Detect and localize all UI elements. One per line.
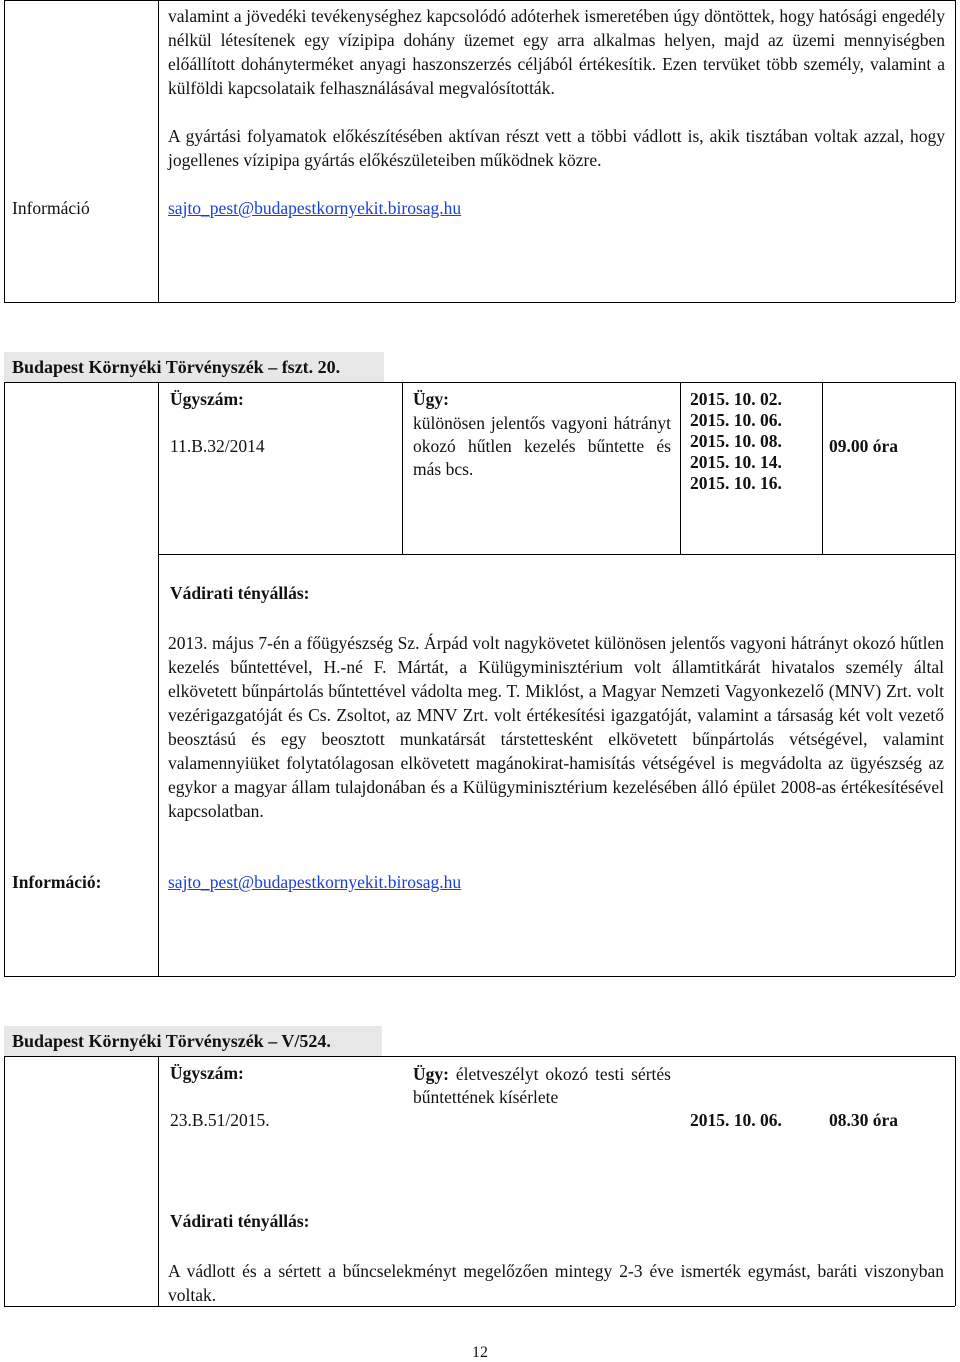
case-number-label: Ügyszám: [170, 1063, 244, 1083]
info-label: Információ: [12, 872, 102, 892]
indictment-label: Vádirati tényállás: [170, 583, 310, 603]
hearing-date: 2015. 10. 02. [690, 389, 782, 409]
hearing-date: 2015. 10. 14. [690, 452, 782, 472]
indictment-label: Vádirati tényállás: [170, 1211, 310, 1231]
case-label: Ügy: [413, 1064, 449, 1084]
indictment-text: 2013. május 7-én a főügyészség Sz. Árpád volt nagykövetet különösen jelentős vagyoni hátrányt okozó hűtlen kezelés bűntettével, H.-né F. Mártát, a Külügyminisztérium volt államtitkárát hivatalos személy által elkövetett bűnpártolás bűntettével vádolta meg. T. Miklóst, a Magyar Nemzeti Vagyonkezelő (MNV) Zrt. volt vezérigazgatóját és Cs. Zsoltot, az MNV Zrt. volt értékesítési igazgatóját, valamint a társaság két volt vezető beosztású és egy beosztott munkatársát társtettesként elkövetett bűnpártolás vétségével, valamint valamennyiüket folytatólagosan elkövetett magánokirat-hamisítás vétségével is megvádolta az ügyészség az egykor a magyar állam tulajdonában és a Külügyminisztérium kezelésében álló épület 2008-as értékesítésével kapcsolatban. [168, 633, 944, 821]
hearing-time: 09.00 óra [829, 436, 899, 456]
case-description: életveszélyt okozó testi sértés bűntettének kísérlete [413, 1064, 671, 1107]
hearing-date: 2015. 10. 08. [690, 431, 782, 451]
section1-paragraph-2: A gyártási folyamatok előkészítésében aktívan részt vett a többi vádlott is, akik tisztában voltak azzal, hogy jogellenes vízipipa gyártás előkészületeiben működnek közre. [168, 126, 945, 170]
case-label: Ügy: [413, 389, 449, 409]
hearing-time: 08.30 óra [829, 1110, 899, 1130]
hearing-date: 2015. 10. 06. [690, 410, 782, 430]
court-title: Budapest Környéki Törvényszék – V/524. [4, 1026, 382, 1056]
case-number: 11.B.32/2014 [170, 436, 265, 456]
case-description-block [413, 1063, 671, 1109]
section1-paragraph-1: valamint a jövedéki tevékenységhez kapcsolódó adóterhek ismeretében úgy döntöttek, hogy hatósági engedély nélkül létesítenek egy vízipipa dohány üzemet egy arra alkalmas helyen, majd az üzemi mennyiségben előállított dohányterméket anyagi haszonszerzés céljából értékesítik. Ezen tervüket több személy, valamint a külföldi kapcsolataik felhasználásával megvalósították. [168, 6, 945, 98]
case-description: különösen jelentős vagyoni hátrányt okozó hűtlen kezelés bűntette és más bcs. [413, 413, 671, 479]
info-email-link[interactable]: sajto_pest@budapestkornyekit.birosag.hu [168, 872, 462, 892]
page-number: 12 [472, 1344, 488, 1361]
hearing-dates [690, 389, 782, 494]
info-email-link[interactable]: sajto_pest@budapestkornyekit.birosag.hu [168, 198, 462, 218]
case-number: 23.B.51/2015. [170, 1110, 270, 1130]
indictment-text: A vádlott és a sértett a bűncselekményt megelőzően mintegy 2-3 éve ismerték egymást, baráti viszonyban voltak. [168, 1261, 944, 1305]
hearing-date: 2015. 10. 06. [690, 1110, 782, 1130]
hearing-date: 2015. 10. 16. [690, 473, 782, 493]
info-label: Információ [12, 198, 90, 218]
case-number-label: Ügyszám: [170, 389, 244, 409]
court-title: Budapest Környéki Törvényszék – fszt. 20. [4, 352, 384, 382]
